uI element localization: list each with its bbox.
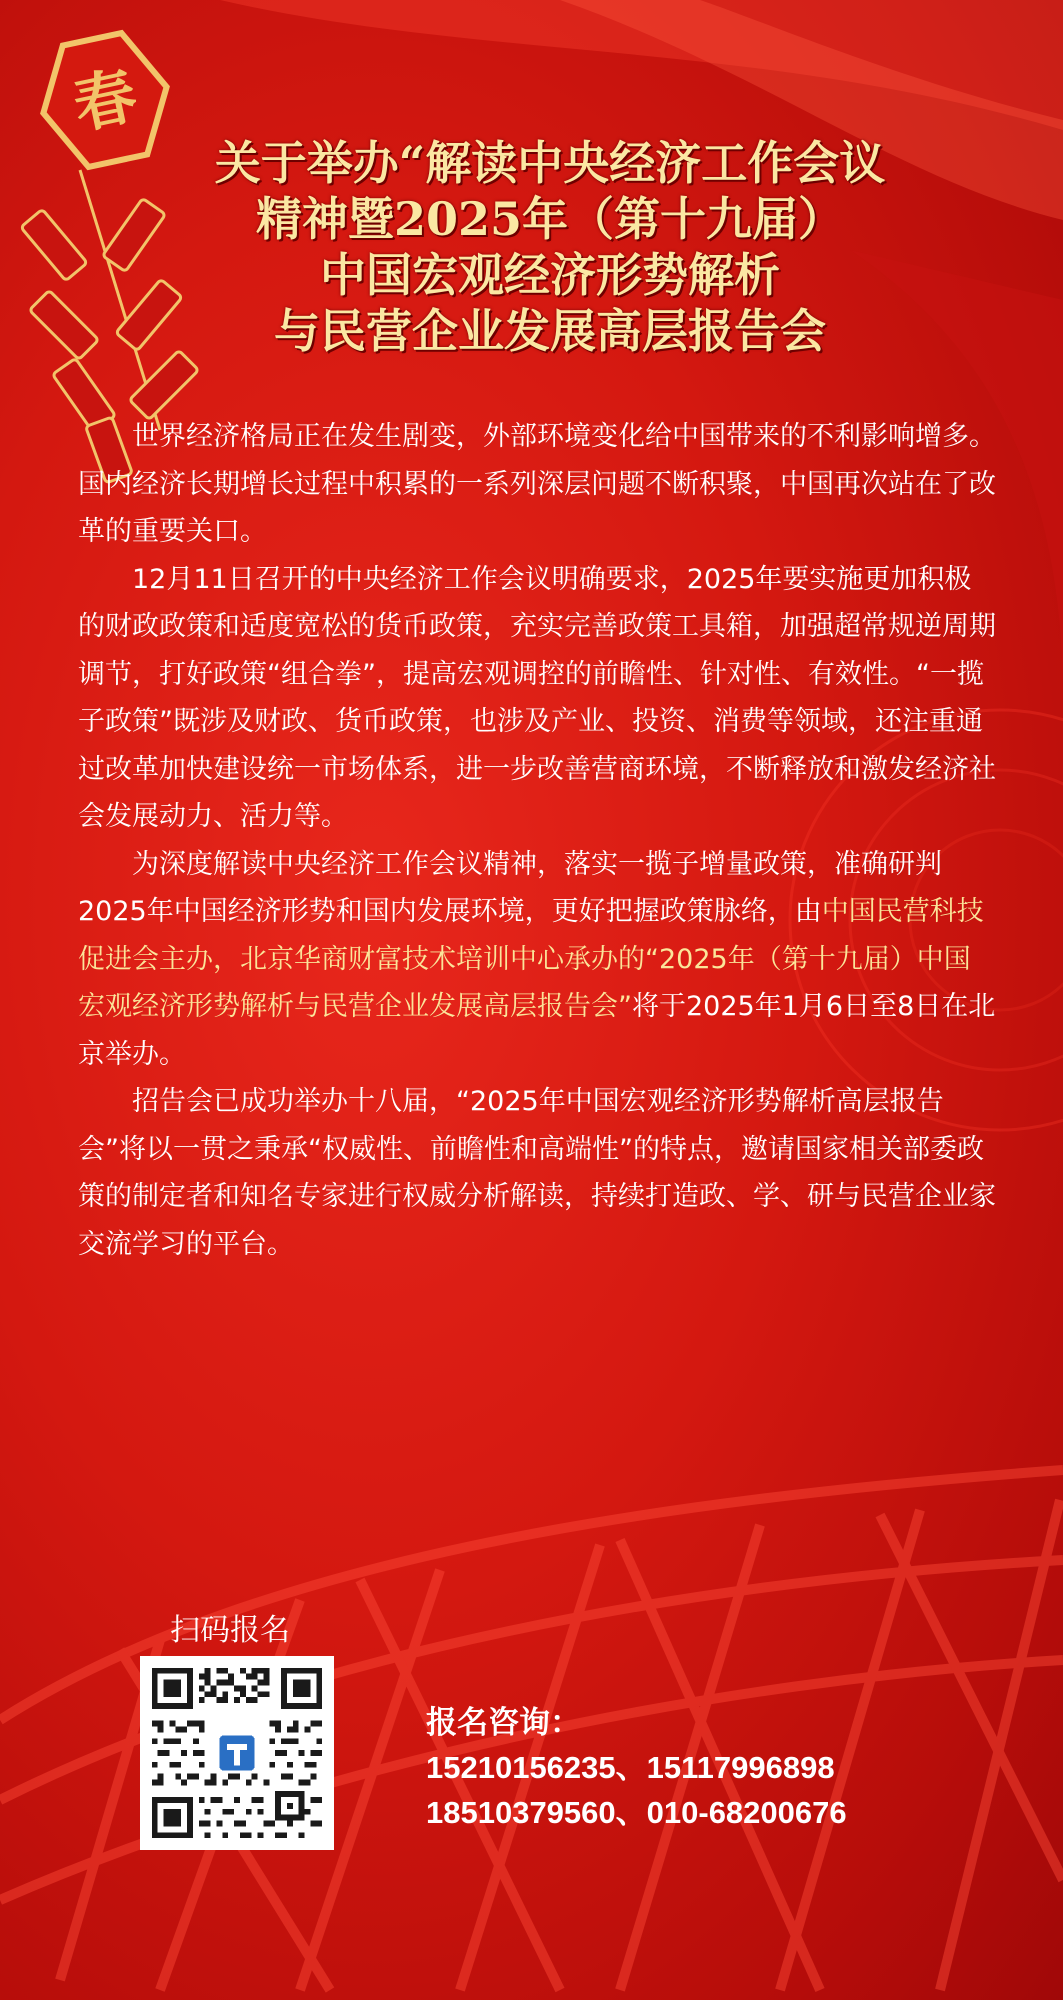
- title-line: 与民营企业发展高层报告会: [274, 304, 826, 358]
- contact-heading: 报名咨询：: [426, 1705, 581, 1740]
- paragraph: 12月11日召开的中央经济工作会议明确要求，2025年要实施更加积极的财政政策和适度宽松的货币政策，充实完善政策工具箱，加强超常规逆周期调节，打好政策“组合拳”，提高宏观调控的前瞻性、针对性、有效性。“一揽子政策”既涉及财政、货币政策，也涉及产业、投资、消费等领域，还注重通过改革加快建设统一市场体系，进一步改善营商环境，不断释放和激发经济社会发展动力、活力等。: [78, 563, 996, 832]
- contact-phone-line: 18510379560、010-68200676: [426, 1795, 847, 1830]
- body-text: [78, 413, 996, 1268]
- contact-phone-line: 15210156235、15117996898: [426, 1750, 835, 1785]
- title-line: 精神暨2025年（第十九届）: [255, 192, 845, 246]
- qr-label: 扫码报名: [170, 1613, 290, 1648]
- paragraph: 世界经济格局正在发生剧变，外部环境变化给中国带来的不利影响增多。国内经济长期增长过程中积累的一系列深层问题不断积聚，中国再次站在了改革的重要关口。: [78, 421, 996, 547]
- title-line: 关于举办“解读中央经济工作会议: [214, 136, 886, 190]
- contact-info: [426, 1700, 847, 1835]
- title-line: 中国宏观经济形势解析: [320, 248, 780, 302]
- qr-code[interactable]: [140, 1656, 334, 1850]
- seal-char: 春: [67, 58, 144, 143]
- highlighted-text: 中国民营科技促进会主办，北京华商财富技术培训中心承办的“2025年（第十九届）中国宏观经济形势解析与民营企业发展高层报告会”: [78, 896, 984, 1022]
- poster-title: [80, 135, 1020, 359]
- paragraph: 招告会已成功举办十八届，“2025年中国宏观经济形势解析高层报告会”将以一贯之秉承“权威性、前瞻性和高端性”的特点，邀请国家相关部委政策的制定者和知名专家进行权威分析解读，持续打造政、学、研与民营企业家交流学习的平台。: [78, 1086, 996, 1260]
- paragraph: [78, 841, 996, 1079]
- qr-code-icon: [140, 1656, 334, 1850]
- paragraph-text: 将于2025年1月6日至8日在北京举办。: [78, 991, 996, 1070]
- paragraph-text: 为深度解读中央经济工作会议精神，落实一揽子增量政策，准确研判2025年中国经济形势和国内发展环境，更好把握政策脉络，由: [78, 848, 942, 927]
